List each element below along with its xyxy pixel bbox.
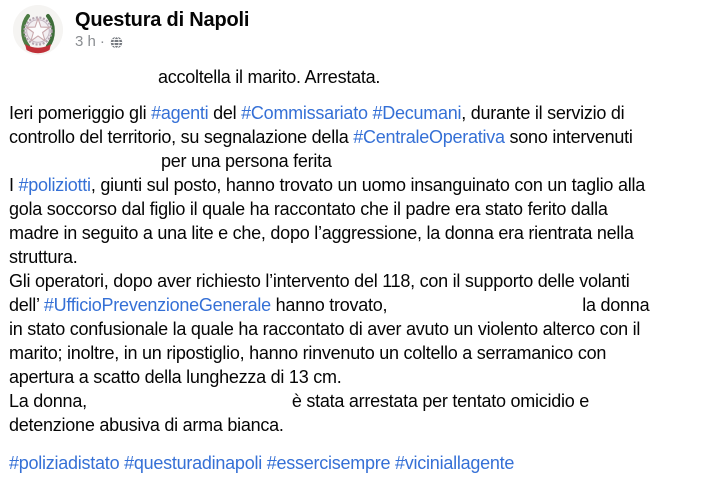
post-line	[9, 101, 718, 125]
paragraph-spacer	[9, 89, 718, 101]
post-line	[9, 173, 718, 197]
post-text: per una persona ferita	[161, 151, 332, 171]
redacted-gap	[387, 310, 582, 311]
post-line	[9, 125, 718, 149]
post-text: apertura a scatto della lunghezza di 13 cm.	[9, 367, 342, 387]
post-text: , durante il servizio di	[461, 103, 625, 123]
post-text: è stata arrestata per tentato omicidio e	[291, 391, 589, 411]
post-text: gola soccorso dal figlio il quale ha raccontato che il padre era stato ferito dalla	[9, 199, 608, 219]
post-line	[9, 317, 718, 341]
post-line	[9, 293, 718, 317]
post-text: controllo del territorio, su segnalazione della	[9, 127, 354, 147]
separator-dot: ·	[99, 33, 105, 50]
post-text: detenzione abusiva di arma bianca.	[9, 415, 284, 435]
hashtag-link[interactable]: #Commissariato	[241, 103, 368, 123]
hashtag-link[interactable]: #UfficioPrevenzioneGenerale	[43, 295, 271, 315]
paragraph-spacer	[9, 437, 718, 451]
post-line	[9, 389, 718, 413]
post-line	[9, 451, 718, 475]
post-line	[9, 341, 718, 365]
redacted-gap	[9, 82, 158, 83]
header-meta	[75, 5, 249, 50]
post-text: in stato confusionale la quale ha raccontato di aver avuto un violento alterco con il	[9, 319, 641, 339]
post-line	[9, 413, 718, 437]
post-text: accoltella il marito. Arrestata.	[158, 67, 381, 87]
post-line	[9, 149, 718, 173]
post-text: , giunti sul posto, hanno trovato un uomo insanguinato con un taglio alla	[90, 175, 645, 195]
post-text: Gli operatori, dopo aver richiesto l’intervento del 118, con il supporto delle volanti	[9, 271, 630, 291]
post-text: I	[9, 175, 19, 195]
post-line	[9, 221, 718, 245]
post-subheader	[75, 34, 249, 50]
hashtag-link[interactable]: #poliziotti	[18, 175, 91, 195]
post-line	[9, 269, 718, 293]
post-text: dell’	[9, 295, 44, 315]
post-timestamp[interactable]: 3 h	[75, 33, 96, 50]
hashtag-link[interactable]: #essercisempre	[266, 453, 391, 473]
post-text: sono intervenuti	[504, 127, 633, 147]
page-name-link[interactable]: Questura di Napoli	[75, 9, 250, 31]
post-line	[9, 245, 718, 269]
post-header	[0, 0, 726, 58]
post-body	[0, 58, 726, 475]
post-text: del	[208, 103, 242, 123]
hashtag-link[interactable]: #CentraleOperativa	[353, 127, 505, 147]
post-line	[9, 197, 718, 221]
post-line	[9, 65, 718, 89]
hashtag-link[interactable]: #poliziadistato	[9, 453, 120, 473]
hashtag-link[interactable]: #agenti	[151, 103, 209, 123]
italian-republic-emblem-icon	[13, 5, 63, 55]
hashtag-link[interactable]: #questuradinapoli	[124, 453, 262, 473]
hashtag-link[interactable]: #Decumani	[372, 103, 462, 123]
post-text: Ieri pomeriggio gli	[9, 103, 152, 123]
hashtag-link[interactable]: #viciniallagente	[395, 453, 515, 473]
post-text: madre in seguito a una lite e che, dopo l’aggressione, la donna era rientrata nella	[9, 223, 634, 243]
post-text: struttura.	[9, 247, 78, 267]
post-text: la donna	[582, 295, 650, 315]
post-text: hanno trovato,	[270, 295, 388, 315]
post-text: marito; inoltre, in un ripostiglio, hanno rinvenuto un coltello a serramanico con	[9, 343, 607, 363]
post-text: La donna,	[9, 391, 87, 411]
redacted-gap	[9, 166, 161, 167]
post-line	[9, 365, 718, 389]
page-avatar[interactable]	[13, 5, 63, 55]
redacted-gap	[87, 406, 292, 407]
privacy-globe-icon	[110, 36, 123, 49]
